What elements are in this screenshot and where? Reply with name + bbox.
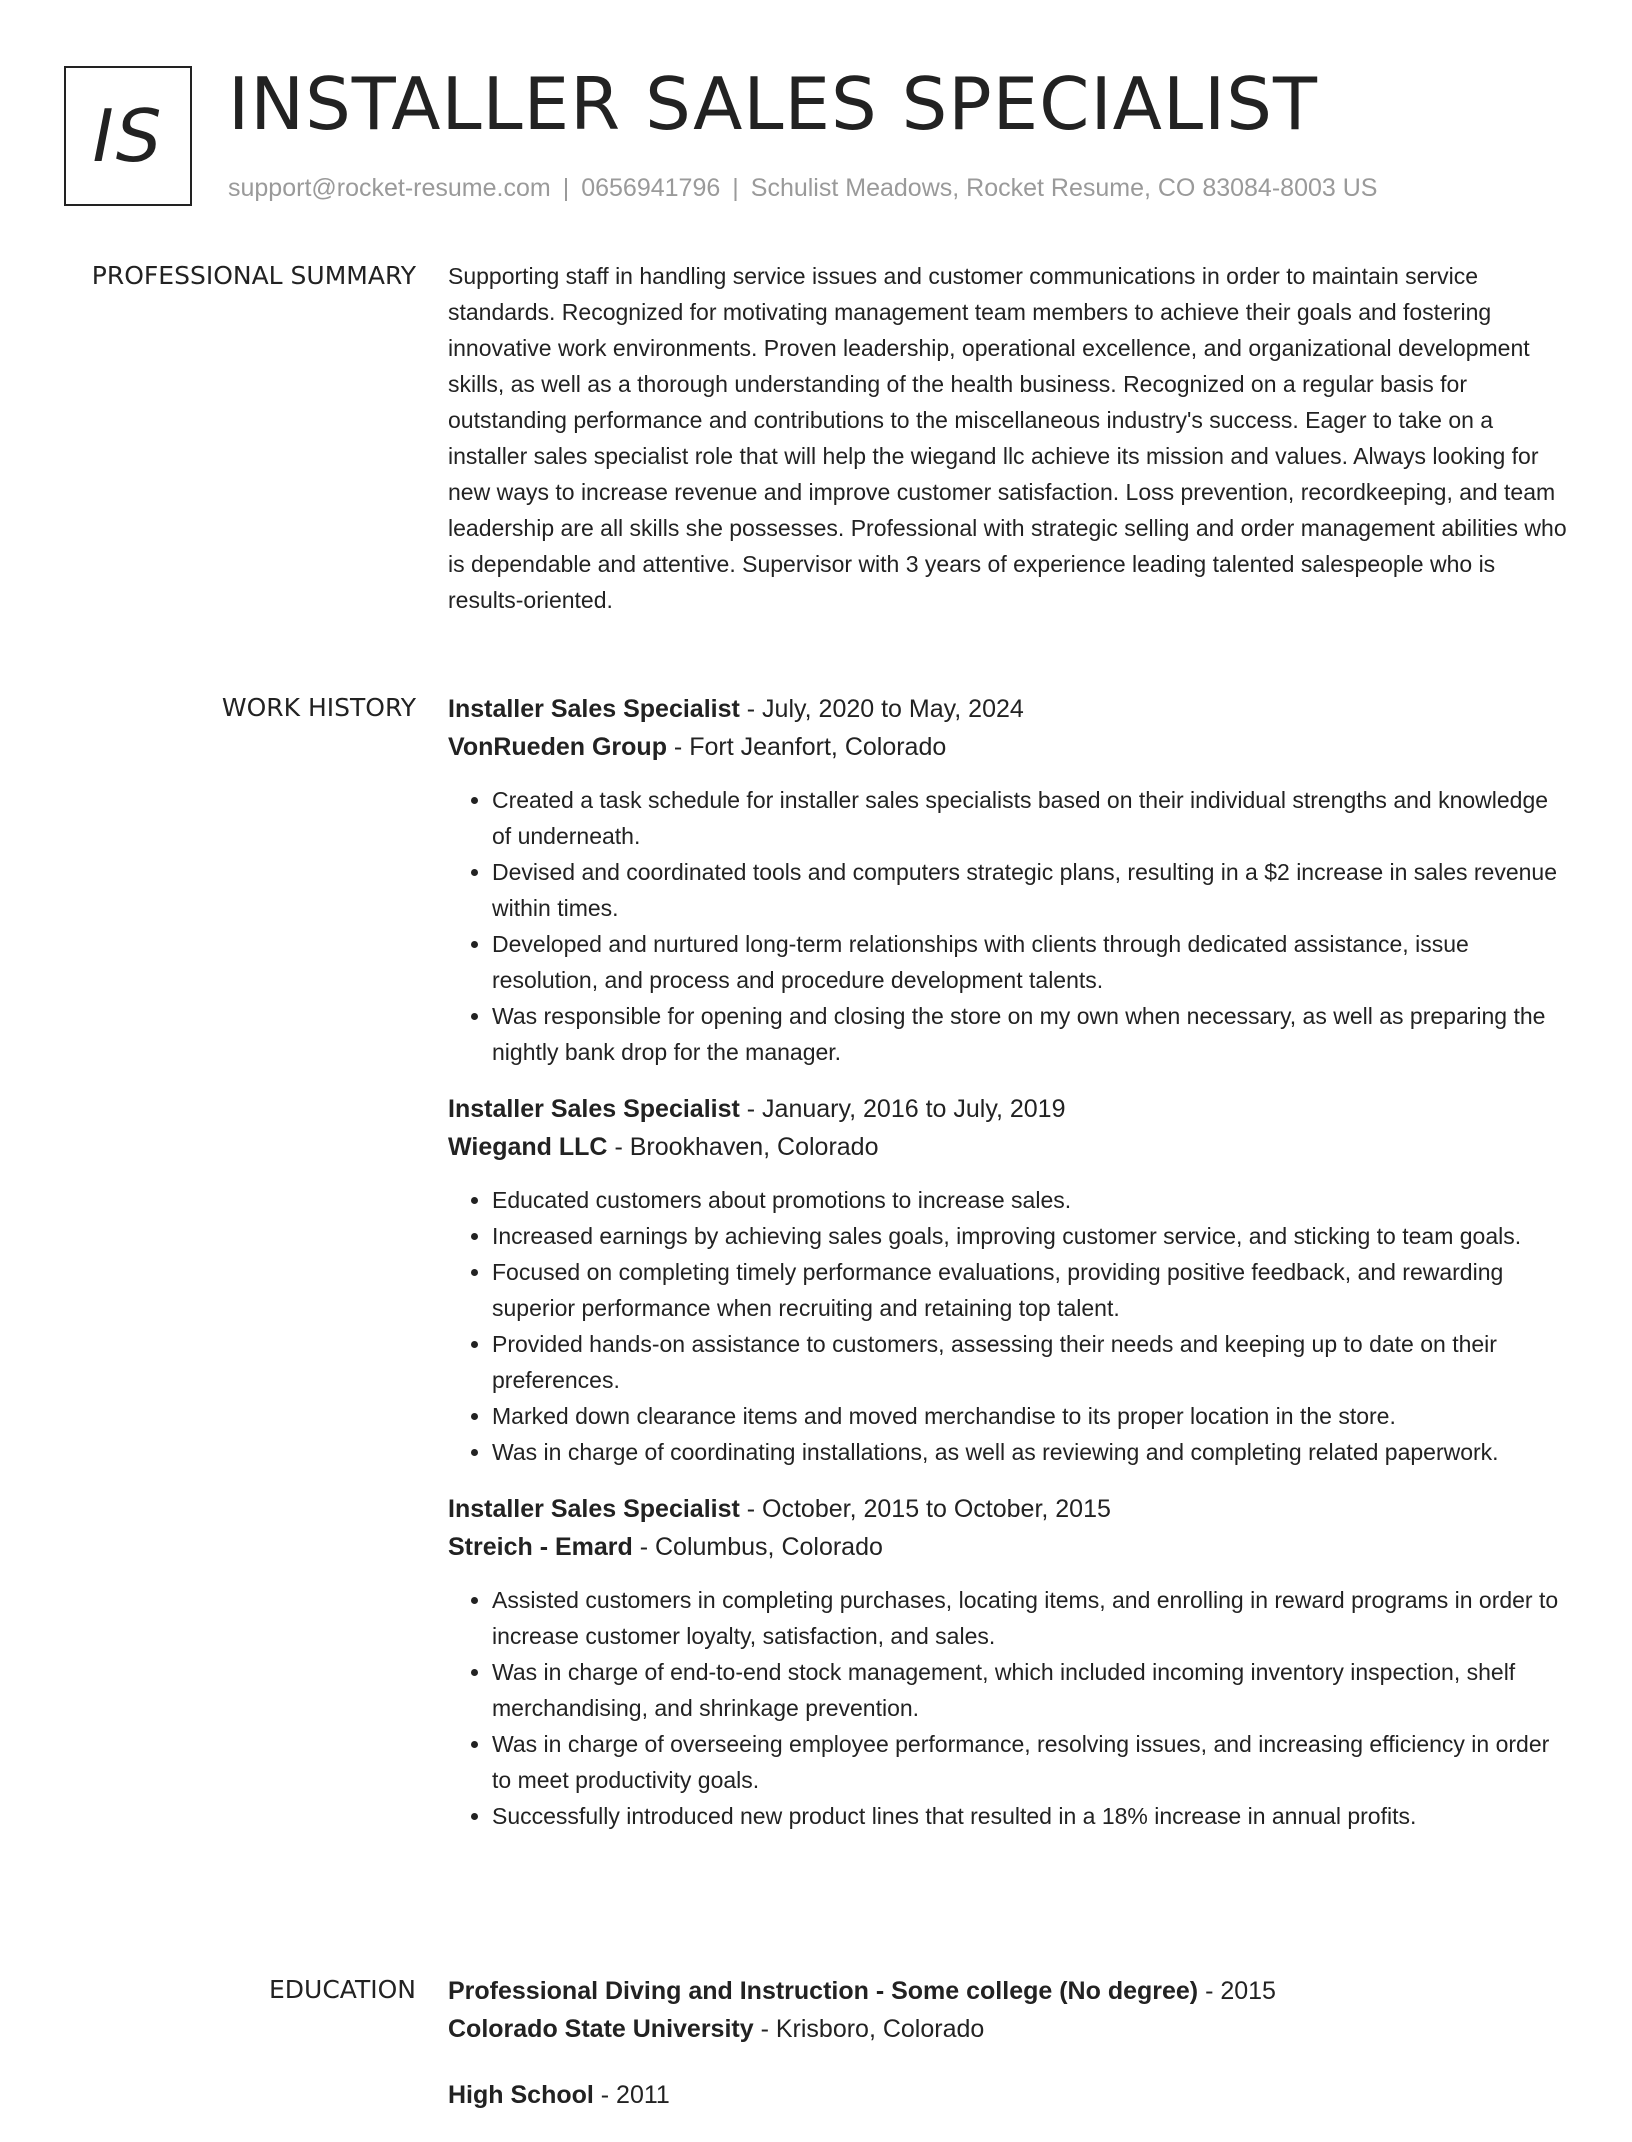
job-bullet: • Was in charge of end-to-end stock management, which included incoming inventory inspection, shelf merchandising, and shrinkage prevention.: [492, 1654, 1570, 1726]
job-bullet: • Successfully introduced new product lines that resulted in a 18% increase in annual profits.: [492, 1798, 1570, 1834]
job-bullets: [448, 1582, 1570, 1834]
job-location: - Fort Jeanfort, Colorado: [666, 733, 947, 761]
job-entry: [448, 690, 1570, 1070]
job-bullet: • Was in charge of overseeing employee performance, resolving issues, and increasing efficiency in order to meet productivity goals.: [492, 1726, 1570, 1798]
job-company-line: [448, 1128, 1570, 1166]
job-company-line: [448, 1528, 1570, 1566]
education-body: [448, 1972, 1570, 2142]
job-bullets: [448, 1182, 1570, 1470]
education-heading: EDUCATION: [269, 1975, 416, 2004]
contact-email: support@rocket-resume.com: [228, 174, 551, 202]
job-bullet: • Increased earnings by achieving sales goals, improving customer service, and sticking to team goals.: [492, 1218, 1570, 1254]
job-bullets: [448, 782, 1570, 1070]
contact-separator: |: [562, 174, 570, 202]
education-degree-line: [448, 2076, 1570, 2114]
job-title-line: [448, 1490, 1570, 1528]
job-bullet: • Was in charge of coordinating installations, as well as reviewing and completing related paperwork.: [492, 1434, 1570, 1470]
job-bullet: • Developed and nurtured long-term relationships with clients through dedicated assistance, issue resolution, and process and procedure development talents.: [492, 926, 1570, 998]
job-company: Streich - Emard: [448, 1533, 633, 1561]
education-school: Colorado State University: [448, 2015, 754, 2043]
contact-address: Schulist Meadows, Rocket Resume, CO 83084-8003 US: [750, 174, 1378, 202]
job-bullet: • Marked down clearance items and moved merchandise to its proper location in the store.: [492, 1398, 1570, 1434]
education-location: - Krisboro, Colorado: [753, 2015, 985, 2043]
job-bullet: • Was responsible for opening and closing the store on my own when necessary, as well as preparing the nightly bank drop for the manager.: [492, 998, 1570, 1070]
job-dates: - July, 2020 to May, 2024: [739, 695, 1024, 723]
education-degree-line: [448, 1972, 1570, 2010]
contact-line: [228, 174, 1377, 203]
job-title-line: [448, 690, 1570, 728]
job-bullet: • Provided hands-on assistance to customers, assessing their needs and keeping up to date on their preferences.: [492, 1326, 1570, 1398]
job-role: Installer Sales Specialist: [448, 695, 740, 723]
work-history-body: [448, 690, 1570, 1854]
candidate-name: INSTALLER SALES SPECIALIST: [228, 62, 1318, 146]
summary-heading: PROFESSIONAL SUMMARY: [91, 261, 416, 290]
education-degree: High School: [448, 2081, 594, 2109]
contact-phone: 0656941796: [581, 174, 721, 202]
job-entry: [448, 1090, 1570, 1470]
work-history-heading: WORK HISTORY: [221, 693, 416, 722]
job-location: - Brookhaven, Colorado: [607, 1133, 879, 1161]
job-company: VonRueden Group: [448, 733, 667, 761]
job-title-line: [448, 1090, 1570, 1128]
summary-body: [448, 258, 1570, 618]
contact-separator: |: [732, 174, 739, 202]
job-dates: - October, 2015 to October, 2015: [739, 1495, 1111, 1523]
education-entry: [448, 1972, 1570, 2048]
job-bullet: • Assisted customers in completing purchases, locating items, and enrolling in reward programs in order to increase customer loyalty, satisfaction, and sales.: [492, 1582, 1570, 1654]
education-school-line: [448, 2010, 1570, 2048]
job-bullet: • Focused on completing timely performance evaluations, providing positive feedback, and rewarding superior performance when recruiting and retaining top talent.: [492, 1254, 1570, 1326]
job-entry: [448, 1490, 1570, 1834]
job-bullet: • Devised and coordinated tools and computers strategic plans, resulting in a $2 increase in sales revenue within times.: [492, 854, 1570, 926]
initials-monogram: [64, 66, 192, 206]
education-degree: Professional Diving and Instruction - Some college (No degree): [448, 1977, 1199, 2005]
education-year: - 2015: [1198, 1977, 1276, 2005]
summary-text: Supporting staff in handling service issues and customer communications in order to maintain service standards. Recognized for motivating management team members to achieve their goals and fostering innovative work environments. Proven leadership, operational excellence, and organizational development skills, as well as a thorough understanding of the health business. Recognized on a regular basis for outstanding performance and contributions to the miscellaneous industry's success. Eager to take on a installer sales specialist role that will help the wiegand llc achieve its mission and values. Always looking for new ways to increase revenue and improve customer satisfaction. Loss prevention, recordkeeping, and team leadership are all skills she possesses. Professional with strategic selling and order management abilities who is dependable and attentive. Supervisor with 3 years of experience leading talented salespeople who is results-oriented.: [448, 263, 1567, 613]
job-role: Installer Sales Specialist: [448, 1495, 740, 1523]
job-company-line: [448, 728, 1570, 766]
job-dates: - January, 2016 to July, 2019: [739, 1095, 1066, 1123]
education-entry: [448, 2076, 1570, 2114]
job-role: Installer Sales Specialist: [448, 1095, 740, 1123]
initials-text: IS: [92, 94, 164, 178]
job-company: Wiegand LLC: [448, 1133, 608, 1161]
job-bullet: • Created a task schedule for installer sales specialists based on their individual strengths and knowledge of underneath.: [492, 782, 1570, 854]
job-location: - Columbus, Colorado: [632, 1533, 883, 1561]
education-year: - 2011: [593, 2081, 670, 2109]
job-bullet: • Educated customers about promotions to increase sales.: [492, 1182, 1570, 1218]
